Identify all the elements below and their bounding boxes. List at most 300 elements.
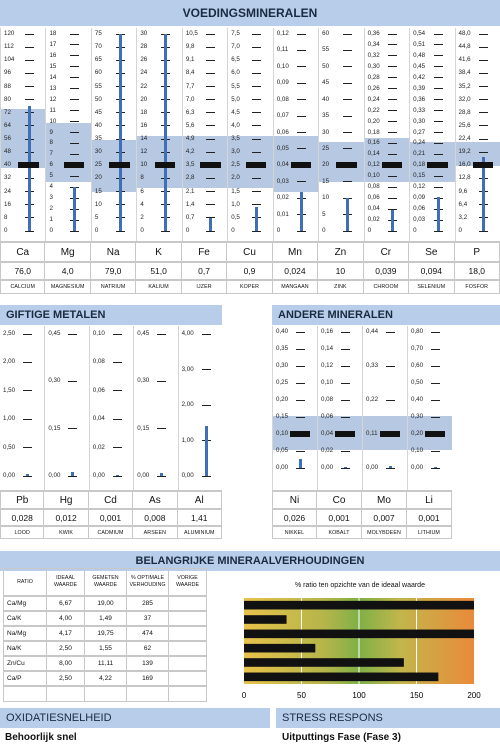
tick-label: 3,5	[231, 135, 240, 143]
tick	[90, 472, 133, 480]
tick-mark	[479, 152, 488, 153]
tick-label: 0,02	[321, 447, 334, 454]
ratio-cell: 19,75	[85, 626, 127, 641]
tick-label: 7,7	[185, 82, 195, 90]
tick-mark	[297, 99, 306, 100]
tick-mark	[70, 132, 79, 133]
tick-mark	[388, 110, 397, 111]
tick	[1, 122, 45, 130]
tick	[46, 118, 90, 126]
tick-mark	[343, 50, 352, 51]
tick-label: 25	[94, 161, 102, 169]
tick-mark	[252, 139, 261, 140]
tick	[410, 74, 454, 82]
tick-label: 24	[140, 69, 148, 77]
tick	[408, 413, 452, 421]
tick	[318, 464, 362, 472]
column-mg	[45, 28, 90, 241]
tick	[92, 201, 136, 209]
tick	[92, 43, 136, 51]
tick	[183, 30, 227, 38]
tick-mark	[252, 60, 261, 61]
tick	[456, 135, 500, 143]
tick-label: 3,5	[185, 161, 195, 169]
tick-mark	[343, 148, 352, 149]
tick-mark	[70, 154, 79, 155]
tick-label: 12,8	[458, 174, 471, 182]
tick-label: 75	[94, 30, 102, 37]
tick-mark	[113, 334, 122, 335]
tick-label: 0,5	[231, 213, 240, 221]
tick-label: 1,00	[3, 415, 16, 423]
value-cell: 18,0	[455, 262, 500, 280]
tick-label: 0,04	[92, 415, 105, 423]
name-cell: ARSEEN	[133, 526, 177, 539]
tick-mark	[343, 132, 352, 133]
tick	[228, 122, 272, 130]
tick-mark	[25, 47, 34, 48]
tick-label: 112	[4, 43, 14, 51]
tick-mark	[341, 332, 350, 333]
ratio-cell: Ca/Mg	[3, 596, 47, 611]
tick	[90, 330, 133, 338]
tick-label: 0	[458, 227, 462, 234]
ratio-cell: 1,55	[85, 641, 127, 656]
tick-label: 0	[94, 227, 99, 234]
tick	[46, 85, 90, 93]
tick	[1, 43, 45, 51]
tick-mark	[434, 143, 443, 144]
level-bar	[437, 197, 440, 231]
tick	[365, 30, 409, 38]
tick-label: 13	[49, 84, 57, 92]
tick-label: 14	[49, 73, 57, 81]
ratio-cell: 6,67	[47, 596, 85, 611]
tick	[274, 96, 318, 104]
tick	[408, 396, 452, 404]
tick	[456, 83, 500, 91]
value-cell: 0,012	[44, 509, 88, 526]
tick	[46, 30, 90, 38]
tick-mark	[297, 148, 306, 149]
tick-label: 2,8	[185, 174, 195, 182]
tick	[318, 413, 362, 421]
tick-label: 96	[4, 69, 11, 77]
tick-label: 0,06	[276, 128, 289, 136]
tick-mark	[297, 116, 306, 117]
tick	[46, 172, 90, 180]
tick	[46, 183, 90, 191]
tick-label: 0,12	[321, 362, 334, 369]
tick	[90, 444, 133, 452]
tick-label: 15	[322, 177, 330, 185]
tick	[319, 63, 363, 71]
tick-label: 0,54	[413, 30, 426, 37]
ideal-marker	[473, 162, 493, 168]
tick-label: 10,5	[185, 30, 198, 37]
tick-label: 0,16	[367, 139, 380, 147]
tick-label: 0,36	[367, 30, 380, 37]
tick	[408, 328, 452, 336]
tick-label: 6,0	[231, 69, 240, 77]
tick	[137, 96, 181, 104]
tick-mark	[206, 191, 215, 192]
sym-cell: Hg	[44, 491, 88, 509]
tick	[183, 122, 227, 130]
tick-label: 28	[140, 43, 148, 51]
ratio-cell: 169	[127, 671, 169, 686]
name-cell: KOBALT	[317, 526, 362, 539]
tick-label: 7,0	[185, 95, 195, 103]
tick-mark	[297, 83, 306, 84]
column-cd	[89, 326, 133, 490]
tick-label: 48	[4, 148, 11, 156]
tick	[1, 56, 45, 64]
tick	[456, 201, 500, 209]
tick	[134, 377, 177, 385]
sym-cell: Co	[317, 491, 362, 509]
tick-mark	[434, 34, 443, 35]
tick	[92, 56, 136, 64]
ratio-cell: 19,00	[85, 596, 127, 611]
tick	[318, 447, 362, 455]
tick-mark	[297, 132, 306, 133]
tick	[183, 135, 227, 143]
tick-label: 22,4	[458, 135, 471, 143]
tick	[456, 214, 500, 222]
tick-label: 0	[49, 227, 53, 234]
ratio-header-cell: % OPTIMALE VERHOUDING	[127, 568, 169, 596]
tick	[92, 227, 136, 235]
tick-label: 12	[49, 95, 57, 103]
tick	[1, 148, 45, 156]
tick	[456, 122, 500, 130]
tick	[179, 330, 222, 338]
tick-label: 0,04	[367, 205, 380, 213]
tick-mark	[388, 176, 397, 177]
level-bar	[389, 466, 392, 468]
tick	[410, 63, 454, 71]
tick	[319, 46, 363, 54]
tick-label: 0,40	[411, 396, 424, 403]
sym-cell: Mn	[273, 242, 318, 262]
tick	[273, 379, 317, 387]
tick	[228, 109, 272, 117]
tick	[318, 328, 362, 336]
tick-label: 30	[322, 128, 330, 136]
tick-mark	[252, 99, 261, 100]
tick	[92, 135, 136, 143]
sym-cell: K	[136, 242, 181, 262]
ideal-marker	[64, 162, 84, 168]
tick-mark	[341, 451, 350, 452]
tick-mark	[479, 125, 488, 126]
tick-label: 0,33	[413, 106, 426, 114]
tick-mark	[434, 44, 443, 45]
tick	[410, 172, 454, 180]
tick	[92, 188, 136, 196]
tick-label: 0,05	[276, 447, 289, 454]
tick-label: 0,34	[367, 40, 380, 48]
table-row	[3, 611, 207, 626]
sym-cell: Mo	[362, 491, 407, 509]
tick-mark	[479, 112, 488, 113]
tick-mark	[206, 178, 215, 179]
tick-mark	[343, 99, 352, 100]
header-stress: STRESS RESPONS	[276, 708, 500, 728]
column-k	[136, 28, 181, 241]
x-tick-label: 200	[467, 691, 481, 700]
tick	[365, 183, 409, 191]
tick-mark	[296, 383, 305, 384]
tick-label: 0,15	[48, 424, 61, 432]
tick-mark	[70, 55, 79, 56]
tick	[179, 437, 222, 445]
tick	[0, 358, 44, 366]
tick-label: 44,8	[458, 43, 471, 51]
tick-mark	[206, 204, 215, 205]
tick-label: 11	[49, 106, 56, 114]
tick	[456, 56, 500, 64]
tick-mark	[388, 55, 397, 56]
tick-mark	[388, 198, 397, 199]
tick	[274, 129, 318, 137]
tick	[92, 30, 136, 38]
name-cell: KWIK	[44, 526, 88, 539]
sym-cell: Ni	[272, 491, 317, 509]
tick	[45, 330, 88, 338]
x-tick-label: 0	[241, 691, 247, 700]
tick-label: 0,18	[413, 161, 426, 169]
tick	[137, 227, 181, 235]
tick-label: 45	[322, 79, 330, 87]
tick-mark	[434, 176, 443, 177]
tick-label: 1,00	[181, 436, 194, 444]
tick	[137, 201, 181, 209]
tick-mark	[202, 369, 211, 370]
tick	[137, 188, 181, 196]
tick-mark	[434, 121, 443, 122]
oxidatie-value: Behoorlijk snel	[5, 732, 77, 743]
ratio-cell: Na/K	[3, 641, 47, 656]
value-cell: 0,9	[227, 262, 272, 280]
tick	[365, 52, 409, 60]
tick	[456, 148, 500, 156]
tick-label: 0,24	[413, 139, 426, 147]
tick-mark	[296, 400, 305, 401]
ideal-marker	[382, 162, 402, 168]
ideal-marker	[290, 431, 310, 437]
tick-mark	[296, 366, 305, 367]
toxic-chart	[0, 326, 222, 491]
tick	[46, 96, 90, 104]
ratio-header-cell: IDEAAL WAARDE	[47, 568, 85, 596]
tick-label: 0,04	[321, 430, 334, 437]
name-cell: CALCIUM	[0, 280, 45, 294]
tick-mark	[388, 99, 397, 100]
tick	[365, 107, 409, 115]
tick-mark	[431, 332, 440, 333]
tick-label: 9,8	[185, 43, 195, 51]
tick-label: 0,27	[413, 128, 426, 136]
tick	[92, 109, 136, 117]
name-cell: LITHIUM	[407, 526, 452, 539]
tick	[274, 227, 318, 235]
tick	[137, 122, 181, 130]
tick-label: 6	[49, 161, 53, 169]
tick-label: 55	[322, 46, 330, 54]
tick-label: 0,14	[367, 150, 380, 158]
ratio-cell	[127, 686, 169, 702]
tick-label: 0,60	[411, 362, 424, 369]
tick	[365, 85, 409, 93]
ratio-cell	[169, 671, 207, 686]
bar-na-mg	[244, 630, 474, 639]
tick-label: 28,8	[458, 108, 471, 116]
tick	[92, 83, 136, 91]
ideal-marker	[291, 162, 311, 168]
ratio-empty-row	[3, 686, 207, 702]
tick	[137, 214, 181, 222]
toxic-names	[0, 526, 222, 539]
tick-mark	[343, 83, 352, 84]
tick-label: 6,4	[458, 200, 468, 208]
tick-label: 5	[49, 172, 53, 180]
tick	[183, 214, 227, 222]
ideal-marker	[427, 162, 447, 168]
tick	[456, 227, 500, 235]
column-zn	[318, 28, 363, 241]
tick	[410, 85, 454, 93]
tick-label: 0,26	[367, 84, 380, 92]
tick	[318, 362, 362, 370]
tick-label: 1,5	[231, 187, 240, 195]
tick-label: 6	[140, 187, 144, 195]
tick-label: 0,22	[367, 106, 380, 114]
tick-label: 4,00	[181, 330, 194, 337]
tick	[365, 205, 409, 213]
column-p	[455, 28, 500, 241]
tick	[365, 74, 409, 82]
tick-label: 12	[140, 148, 148, 156]
name-cell: KOPER	[227, 280, 272, 294]
level-bar	[299, 459, 302, 468]
sym-cell: Na	[91, 242, 136, 262]
tick-label: 0,30	[367, 62, 380, 70]
tick	[228, 83, 272, 91]
tick	[319, 194, 363, 202]
tick	[183, 109, 227, 117]
header-voedingsmineralen: VOEDINGSMINERALEN	[0, 0, 500, 26]
tick-label: 56	[4, 135, 11, 143]
tick-label: 0	[276, 227, 281, 234]
level-bar	[26, 474, 29, 476]
tick	[0, 444, 44, 452]
tick	[274, 30, 318, 38]
tick-label: 7,5	[231, 30, 240, 37]
tick-label: 0,30	[413, 117, 426, 125]
additional-names	[272, 526, 452, 539]
ratio-cell	[47, 686, 85, 702]
tick	[274, 112, 318, 120]
tick	[228, 148, 272, 156]
tick-mark	[434, 88, 443, 89]
ratio-cell	[85, 686, 127, 702]
tick	[183, 83, 227, 91]
tick	[228, 96, 272, 104]
table-row	[3, 596, 207, 611]
tick-label: 2	[49, 205, 53, 213]
tick-mark	[434, 187, 443, 188]
tick	[46, 129, 90, 137]
tick-mark	[206, 112, 215, 113]
tick-label: 40	[94, 121, 102, 129]
tick	[319, 30, 363, 38]
tick-label: 0,7	[185, 213, 195, 221]
sym-cell: Li	[407, 491, 452, 509]
tick-mark	[25, 86, 34, 87]
tick	[319, 112, 363, 120]
header-oxidatie: OXIDATIESNELHEID	[0, 708, 270, 728]
tick-mark	[388, 132, 397, 133]
tick-label: 18	[49, 30, 57, 37]
tick-mark	[343, 181, 352, 182]
tick-mark	[297, 34, 306, 35]
tick	[46, 150, 90, 158]
tick-label: 8	[4, 213, 8, 221]
tick	[46, 227, 90, 235]
tick	[228, 30, 272, 38]
x-tick-label: 100	[352, 691, 366, 700]
level-bar	[209, 218, 212, 231]
tick	[46, 74, 90, 82]
tick-label: 0,39	[413, 84, 426, 92]
tick	[179, 401, 222, 409]
column-al	[178, 326, 222, 490]
tick-label: 60	[322, 30, 330, 37]
tick	[274, 194, 318, 202]
tick	[92, 174, 136, 182]
tick-label: 55	[94, 82, 102, 90]
tick-mark	[23, 362, 32, 363]
tick-label: 0,08	[92, 358, 105, 366]
tick-mark	[343, 34, 352, 35]
tick	[46, 52, 90, 60]
tick-label: 0,20	[411, 430, 424, 437]
sym-cell: Pb	[0, 491, 44, 509]
tick-label: 0	[367, 227, 372, 234]
tick-label: 2,50	[3, 330, 16, 337]
tick-mark	[113, 419, 122, 420]
column-co	[317, 326, 362, 490]
header-verhoudingen: BELANGRIJKE MINERAALVERHOUDINGEN	[0, 551, 500, 571]
tick-label: 10	[49, 117, 57, 125]
tick-label: 2	[140, 213, 144, 221]
tick	[46, 63, 90, 71]
tick	[274, 79, 318, 87]
tick-label: 0	[185, 227, 190, 234]
tick-label: 8	[140, 174, 144, 182]
tick-label: 38,4	[458, 69, 471, 77]
tick	[183, 69, 227, 77]
ratio-cell	[169, 656, 207, 671]
tick	[408, 447, 452, 455]
tick-mark	[388, 187, 397, 188]
tick-label: 4	[140, 200, 144, 208]
tick-label: 15	[49, 62, 57, 70]
tick-label: 0,35	[276, 345, 289, 352]
tick-label: 0,12	[413, 183, 426, 191]
